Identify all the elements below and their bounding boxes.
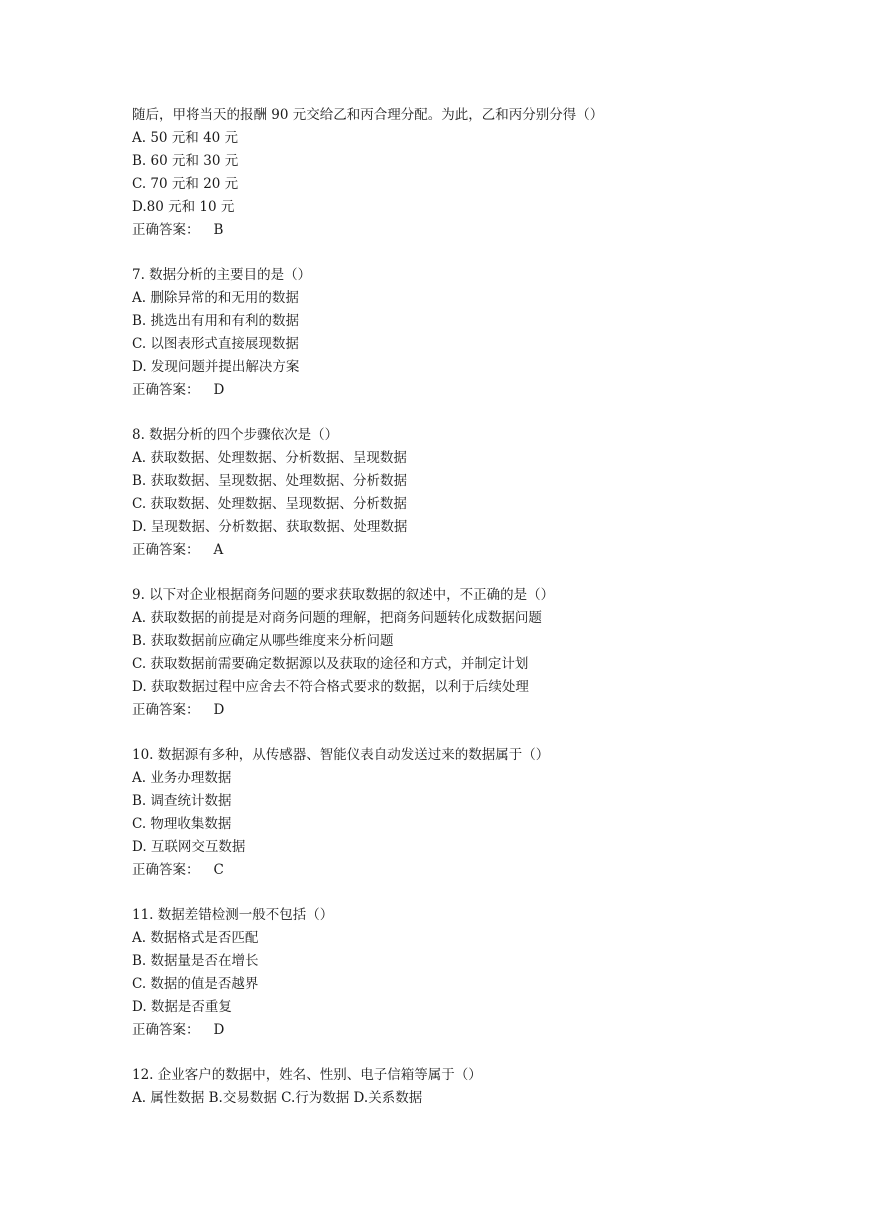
option-c: C. 70 元和 20 元 — [132, 176, 239, 192]
option-d: D. 呈现数据、分析数据、获取数据、处理数据 — [132, 519, 408, 535]
question-block — [132, 264, 832, 402]
question-block — [132, 424, 832, 562]
option-c: C. 数据的值是否越界 — [132, 976, 259, 992]
option-a: A. 获取数据的前提是对商务问题的理解，把商务问题转化成数据问题 — [132, 610, 542, 626]
option-b: B. 挑选出有用和有利的数据 — [132, 313, 300, 329]
answer-line — [132, 699, 832, 722]
answer-value: C — [213, 862, 224, 878]
question-block — [132, 584, 832, 722]
option-c: C. 获取数据前需要确定数据源以及获取的途径和方式，并制定计划 — [132, 656, 529, 672]
answer-label: 正确答案： — [132, 702, 200, 718]
option-a: A. 数据格式是否匹配 — [132, 930, 259, 946]
answer-value: D — [213, 382, 225, 398]
option-d: D. 互联网交互数据 — [132, 839, 246, 855]
answer-label: 正确答案： — [132, 862, 200, 878]
option-b: B. 获取数据前应确定从哪些维度来分析问题 — [132, 633, 394, 649]
question-stem: 10. 数据源有多种，从传感器、智能仪表自动发送过来的数据属于（） — [132, 747, 550, 763]
option-a: A. 50 元和 40 元 — [132, 130, 239, 146]
option-b: B. 60 元和 30 元 — [132, 153, 239, 169]
option-d: D. 获取数据过程中应舍去不符合格式要求的数据，以利于后续处理 — [132, 679, 529, 695]
answer-line — [132, 539, 832, 562]
option-d: D. 发现问题并提出解决方案 — [132, 359, 300, 375]
answer-value: D — [213, 1022, 225, 1038]
question-block — [132, 744, 832, 882]
question-block — [132, 904, 832, 1042]
answer-label: 正确答案： — [132, 1022, 200, 1038]
option-d: D.80 元和 10 元 — [132, 199, 235, 215]
question-stem: 12. 企业客户的数据中，姓名、性别、电子信箱等属于（） — [132, 1067, 482, 1083]
options-inline: A. 属性数据 B.交易数据 C.行为数据 D.关系数据 — [132, 1090, 423, 1106]
question-block — [132, 104, 832, 242]
option-b: B. 调查统计数据 — [132, 793, 232, 809]
answer-label: 正确答案： — [132, 382, 200, 398]
answer-line — [132, 379, 832, 402]
answer-line — [132, 859, 832, 882]
option-b: B. 获取数据、呈现数据、处理数据、分析数据 — [132, 473, 408, 489]
answer-value: A — [213, 542, 224, 558]
answer-value: B — [213, 222, 224, 238]
question-stem: 11. 数据差错检测一般不包括（） — [132, 907, 334, 923]
option-a: A. 获取数据、处理数据、分析数据、呈现数据 — [132, 450, 407, 466]
option-c: C. 物理收集数据 — [132, 816, 232, 832]
document-page — [132, 104, 832, 1132]
option-a: A. 业务办理数据 — [132, 770, 232, 786]
answer-label: 正确答案： — [132, 542, 200, 558]
question-stem: 9. 以下对企业根据商务问题的要求获取数据的叙述中，不正确的是（） — [132, 587, 555, 603]
option-c: C. 以图表形式直接展现数据 — [132, 336, 299, 352]
option-c: C. 获取数据、处理数据、呈现数据、分析数据 — [132, 496, 407, 512]
answer-line — [132, 219, 832, 242]
answer-line — [132, 1019, 832, 1042]
question-stem: 随后，甲将当天的报酬 90 元交给乙和丙合理分配。为此，乙和丙分别分得（） — [132, 107, 604, 123]
answer-label: 正确答案： — [132, 222, 200, 238]
question-block — [132, 1064, 832, 1110]
option-b: B. 数据量是否在增长 — [132, 953, 259, 969]
option-d: D. 数据是否重复 — [132, 999, 232, 1015]
answer-value: D — [213, 702, 225, 718]
option-a: A. 删除异常的和无用的数据 — [132, 290, 299, 306]
question-stem: 8. 数据分析的四个步骤依次是（） — [132, 427, 339, 443]
question-stem: 7. 数据分析的主要目的是（） — [132, 267, 312, 283]
